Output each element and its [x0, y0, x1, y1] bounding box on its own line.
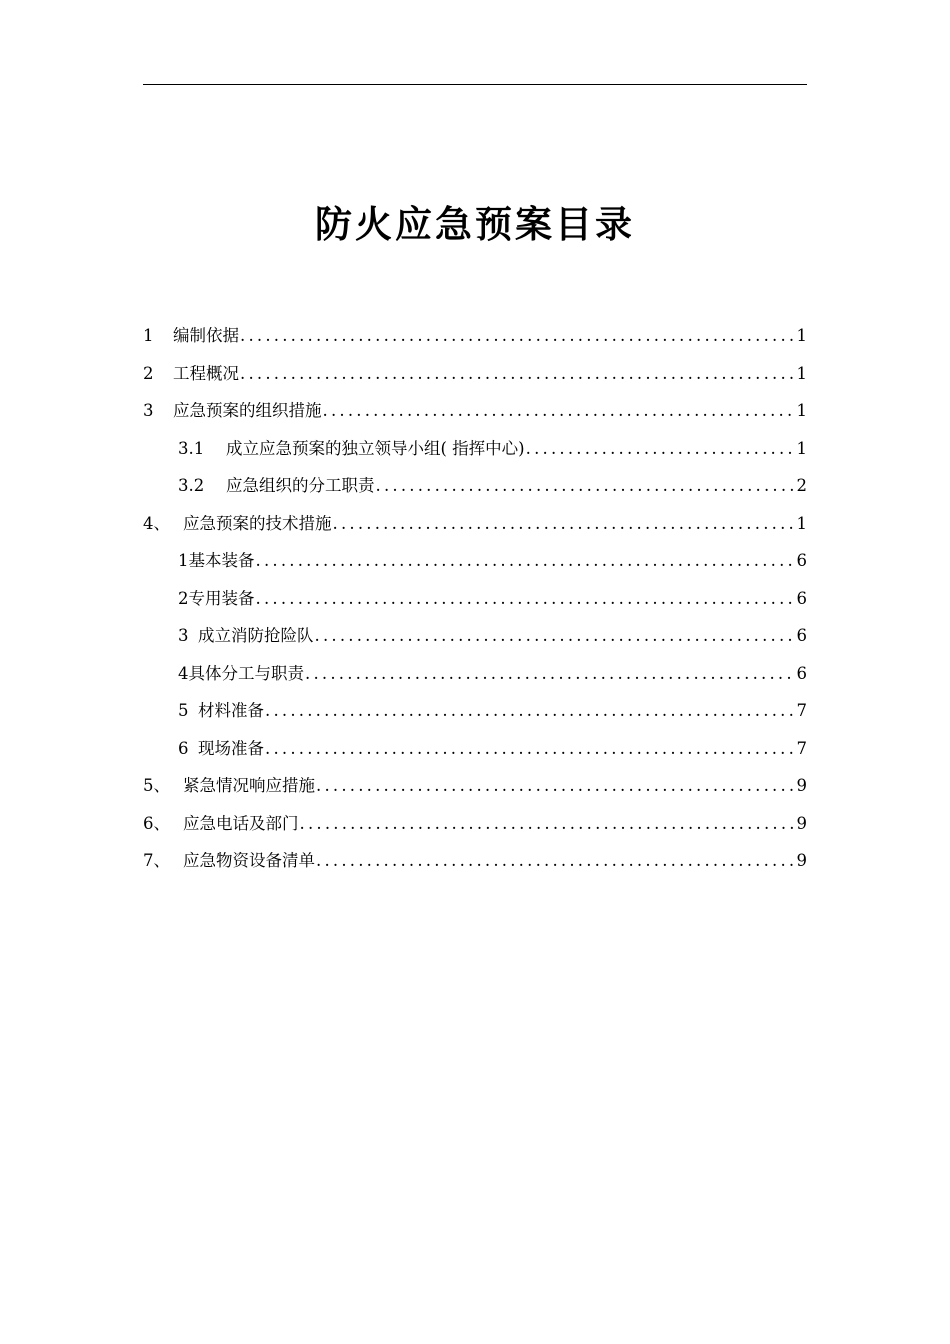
toc-title: 紧急情况响应措施 [183, 776, 315, 795]
header-rule [143, 84, 807, 85]
toc-entry[interactable] [143, 392, 807, 430]
toc-subentry[interactable] [143, 467, 807, 505]
document-title: 防火应急预案目录 [315, 203, 635, 246]
toc-page-number: 7 [796, 738, 807, 758]
toc-leader-dots [265, 730, 795, 768]
toc-title: 具体分工与职责 [188, 663, 304, 683]
toc-page-number: 7 [796, 701, 807, 720]
toc-number: 1 [143, 326, 154, 345]
toc-leader-dots [240, 317, 795, 355]
toc-title: 材料准备 [198, 701, 264, 720]
toc-page-number: 1 [796, 438, 807, 458]
toc-title: 应急预案的技术措施 [183, 513, 332, 533]
toc-title: 应急电话及部门 [183, 813, 299, 833]
toc-number: 4 [178, 663, 189, 683]
toc-title: 应急物资设备清单 [183, 851, 315, 870]
toc-number: 5 [178, 701, 189, 720]
toc-entry[interactable] [143, 842, 807, 880]
toc-entry[interactable] [143, 767, 807, 805]
toc-subentry[interactable] [143, 692, 807, 730]
toc-number: 6、 [143, 813, 170, 833]
toc-page-number: 1 [796, 401, 807, 420]
toc-entry[interactable] [143, 505, 807, 543]
toc-page-number: 1 [796, 326, 807, 345]
toc-leader-dots [316, 767, 795, 805]
toc-number: 5、 [143, 776, 170, 795]
toc-subentry[interactable] [143, 655, 807, 693]
toc-leader-dots [305, 655, 795, 693]
toc-title: 应急组织的分工职责 [226, 476, 375, 495]
toc-number: 3 [178, 626, 189, 645]
toc-page-number: 1 [796, 513, 807, 533]
toc-leader-dots [323, 392, 795, 430]
toc-title: 应急预案的组织措施 [173, 401, 322, 420]
toc-subentry[interactable] [143, 730, 807, 768]
toc-number: 3.1 [178, 438, 205, 458]
toc-page-number: 6 [796, 588, 807, 608]
table-of-contents [143, 317, 807, 880]
toc-leader-dots [300, 805, 795, 843]
toc-title: 工程概况 [173, 363, 239, 383]
toc-page-number: 6 [796, 626, 807, 645]
toc-page-number: 9 [796, 776, 807, 795]
toc-title: 基本装备 [188, 551, 255, 570]
toc-leader-dots [316, 842, 795, 880]
toc-number: 3 [143, 401, 154, 420]
toc-leader-dots [526, 430, 795, 468]
toc-title: 成立消防抢险队 [198, 626, 314, 645]
toc-title: 成立应急预案的独立领导小组( 指挥中心) [226, 438, 525, 458]
toc-page-number: 2 [796, 476, 807, 495]
toc-subentry[interactable] [143, 430, 807, 468]
toc-number: 4、 [143, 513, 170, 533]
toc-entry[interactable] [143, 355, 807, 393]
toc-number: 2 [178, 588, 189, 608]
toc-title: 编制依据 [173, 326, 239, 345]
toc-subentry[interactable] [143, 617, 807, 655]
toc-leader-dots [256, 542, 795, 580]
toc-page-number: 9 [796, 813, 807, 833]
toc-leader-dots [376, 467, 795, 505]
toc-page-number: 9 [796, 851, 807, 870]
toc-number: 6 [178, 738, 189, 758]
toc-subentry[interactable] [143, 580, 807, 618]
toc-page-number: 6 [796, 551, 807, 570]
toc-leader-dots [256, 580, 795, 618]
toc-number: 2 [143, 363, 154, 383]
toc-number: 3.2 [178, 476, 205, 495]
toc-title: 现场准备 [198, 738, 264, 758]
toc-page-number: 6 [796, 663, 807, 683]
toc-number: 7、 [143, 851, 170, 870]
toc-leader-dots [265, 692, 795, 730]
toc-entry[interactable] [143, 805, 807, 843]
toc-leader-dots [240, 355, 795, 393]
toc-leader-dots [315, 617, 795, 655]
toc-title: 专用装备 [188, 588, 255, 608]
toc-number: 1 [178, 551, 189, 570]
toc-subentry[interactable] [143, 542, 807, 580]
toc-page-number: 1 [796, 363, 807, 383]
toc-entry[interactable] [143, 317, 807, 355]
toc-leader-dots [333, 505, 795, 543]
